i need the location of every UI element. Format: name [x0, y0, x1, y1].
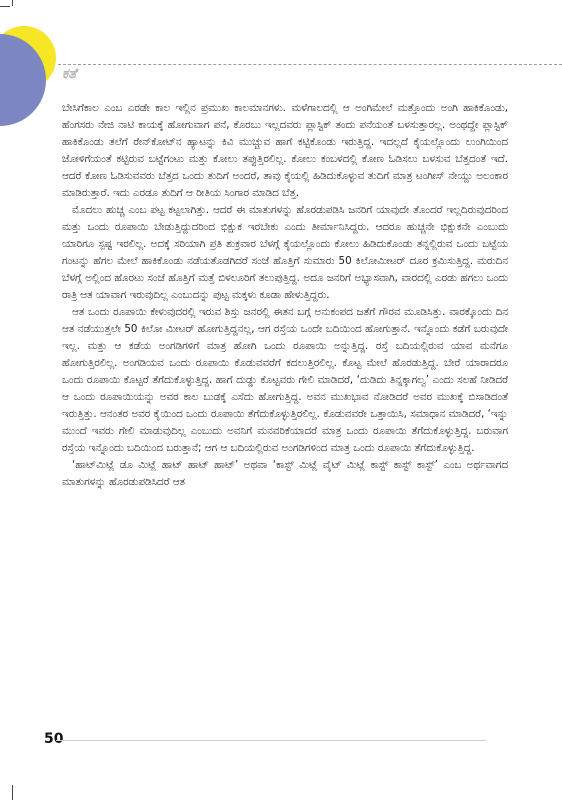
crop-mark-top — [12, 0, 13, 6]
article-body — [62, 100, 508, 491]
section-label: ಕತೆ — [62, 66, 77, 82]
paragraph-3: ಆತ ಒಂದು ರೂಪಾಯಿ ಕೇಳುವುದರಲ್ಲಿ ಇರುವ ಶಿಸ್ತು ಜನರಲ್ಲಿ ಈತನ ಬಗ್ಗೆ ಅನುಕಂಪದ ಜತೆಗೆ ಗೌರವ ಮೂಡಿಸಿತ್ತು. ವಾರಕ್ಕೊಂದು ದಿನ ಆತ ನಡೆಯುತ್ತಲೇ 50 ಕಿಲೋ ಮೀಟರ್ ಹೋಗುತ್ತಿದ್ದನಲ್ಲ, ಆಗ ರಸ್ತೆಯ ಒಂದೇ ಬದಿಯಿಂದ ಹೋಗುತ್ತಾನೆ. ಇನ್ನೊಂದು ಕಡೆಗೆ ಬರುವುದೇ ಇಲ್ಲ. ಮತ್ತು ಆ ಕಡೆಯ ಅಂಗಡಿಗಳಿಗೆ ಮಾತ್ರ ಹೋಗಿ ಒಂದು ರೂಪಾಯಿ ಅನ್ನುತ್ತಿದ್ದ. ರಸ್ತೆ ಬದಿಯಲ್ಲಿರುವ ಯಾವ ಮನೆಗೂ ಹೋಗುತ್ತಿರಲಿಲ್ಲ. ಅಂಗಡಿಯವ ಒಂದು ರೂಪಾಯಿ ಕೊಡುವವರೆಗೆ ಕದಲುತ್ತಿರಲಿಲ್ಲ. ಕೊಟ್ಟ ಮೇಲೆ ಹೊರಡುತ್ತಿದ್ದ. ಬೇರೆ ಯಾರಾದರೂ ಒಂದು ರೂಪಾಯಿ ಕೊಟ್ಟರೆ ತೆಗೆದುಕೊಳ್ಳುತ್ತಿದ್ದ. ಹಾಗೆ ದುಡ್ಡು ಕೊಟ್ಟವರು ಗೇಲಿ ಮಾಡಿದರೆ, ‘ದುಡಿದು ತಿನ್ನಕ್ಕಾಗಲ್ವ’ ಎಂದು ಸಲಹೆ ನೀಡಿದರೆ ಆ ಒಂದು ರೂಪಾಯಿಯನ್ನು ಅವರ ಕಾಲ ಬುಡಕ್ಕೆ ಎಸೆದು ಹೋಗುತ್ತಿದ್ದ. ಅವನ ಮುಖಭಾವ ನೋಡಿದರೆ ಅವರ ಮುಖಕ್ಕೆ ಬಿಸಾಡಿದಂತೆ ಇರುತ್ತಿತ್ತು. ಆನಂತರ ಅವರ ಕೈಯಿಂದ ಒಂದು ರೂಪಾಯಿ ತೆಗೆದುಕೊಳ್ಳುತ್ತಿರಲಿಲ್ಲ. ಕೊಡುವವರೇ ಒತ್ತಾಯಿಸಿ, ಸಮಾಧಾನ ಮಾಡಿದರೆ, ‘ಇನ್ನು ಮುಂದೆ ಇವರು ಗೇಲಿ ಮಾಡುವುದಿಲ್ಲ ಎಂಬುದು ಅವನಿಗೆ ಮನವರಿಕೆಯಾದರೆ ಮಾತ್ರ ಒಂದು ರೂಪಾಯಿ ತೆಗೆದುಕೊಳ್ಳುತ್ತಿದ್ದ. ಬರುವಾಗ ರಸ್ತೆಯ ಇನ್ನೊಂದು ಬದಿಯಿಂದ ಬರುತ್ತಾನೆ; ಆಗ ಆ ಬದಿಯಲ್ಲಿರುವ ಅಂಗಡಿಗಳಿಂದ ಮಾತ್ರ ಒಂದು ರೂಪಾಯಿ ತೆಗೆದುಕೊಳ್ಳುತ್ತಿದ್ದ. — [62, 306, 508, 454]
header-dashed-rule — [58, 64, 562, 65]
paragraph-2: ಮೊದಲು ಹುಚ್ಚ ಎಂಬ ಪಟ್ಟ ಕಟ್ಟಲಾಗಿತ್ತು. ಆದರೆ ಈ ಮಾತುಗಳನ್ನು ಹೊರಡುಪಡಿಸಿ ಜನರಿಗೆ ಯಾವುದೇ ತೊಂದರೆ ಇಲ್ಲದಿರುವುದರಿಂದ ಮತ್ತು ಒಂದು ರೂಪಾಯಿ ಬೇಡುತ್ತಿದ್ದುದರಿಂದ ಭಿಕ್ಷುಕ ಇರಬೇಕು ಎಂದು ತೀರ್ಮಾನಿಸಿದ್ದರು. ಆದರೂ ಹುಚ್ಚನೇ ಭಿಕ್ಷುಕನೇ ಎಂಬುದು ಯಾರಿಗೂ ಸ್ಪಷ್ಟ ಇರಲಿಲ್ಲ. ಅದಕ್ಕೆ ಸರಿಯಾಗಿ ಪ್ರತಿ ಶುಕ್ರವಾರ ಬೆಳಗ್ಗೆ ಕೈಯಲ್ಲೊಂದು ಕೋಲು ಹಿಡಿದುಕೊಂಡು ತನ್ನಲ್ಲಿರುವ ಒಂದು ಬಟ್ಟೆಯ ಗಂಟನ್ನು ಹೆಗಲ ಮೇಲೆ ಹಾಕಿಕೊಂಡು ನಡೆಯತೊಡಗಿದರೆ ಸಂಜೆ ಹೊತ್ತಿಗೆ ಸುಮಾರು 50 ಕಿಲೋಮೀಟರ್ ದೂರ ಕ್ರಮಿಸುತ್ತಿದ್ದ. ಮರುದಿನ ಬೆಳಗ್ಗೆ ಅಲ್ಲಿಂದ ಹೊರಟು ಸಂಜೆ ಹೊತ್ತಿಗೆ ಮತ್ತೆ ಬಿಳಲೂರಿಗೆ ತಲುಪುತ್ತಿದ್ದ. ಅದೂ ಜನರಿಗೆ ಅಭ್ಯಾಸವಾಗಿ, ವಾರದಲ್ಲಿ ಎರಡು ಹಗಲು ಒಂದು ರಾತ್ರಿ ಆತ ಯಾವಾಗ ಇರುವುದಿಲ್ಲ ಎಂಬುದನ್ನು ಪುಟ್ಟ ಮಕ್ಕಳು ಕೂಡಾ ಹೇಳುತ್ತಿದ್ದರು. — [62, 204, 508, 301]
crop-mark-top-left — [0, 6, 10, 7]
paragraph-4: ‘ಹಾಟ್‌ಮಿಟ್ಲೆ ಡೂ ಮಿಟ್ಲೆ ಹಾಟ್ ಹಾಟ್ ಹಾಟ್’ ಅಥವಾ ‘ಕಾಸ್ಟ್ ಮಿಟ್ಲೆ ವೈಟ್ ಮಿಟ್ಲೆ ಕಾಸ್ಟ್ ಕಾಸ್ಟ್ ಕಾಸ್ಟ್’ ಎಂಬ ಅರ್ಥವಾಗದ ಮಾತುಗಳನ್ನು ಹೊರಡುಪಡಿಸಿದರೆ ಆತ — [62, 459, 508, 488]
footer-rule — [56, 740, 486, 741]
page-number: 50 — [44, 731, 64, 747]
paragraph-1: ಬೇಸಿಗೆಕಾಲ ಎಂಬ ಎರಡೇ ಕಾಲ ಇಲ್ಲಿನ ಪ್ರಮುಖ ಕಾಲಮಾನಗಳು. ಮಳೆಗಾಲದಲ್ಲಿ ಆ ಅಂಗಿಮೇಲೆ ಮತ್ತೊಂದು ಅಂಗಿ ಹಾಕಿಕೊಂಡು, ಹೆಂಗಸರು ನೇಜಿ ನಾಟಿ ಕಾಯಕ್ಕೆ ಹೋಗುವಾಗ ಪನೆ, ಕೊರಬು ಇಲ್ಲದವರು ಪ್ಲಾಸ್ಟಿಕ್ ತಂದು ಪನೆಯಂತೆ ಬಳಸುತ್ತಾರಲ್ಲ. ಅಂಥದ್ದೇ ಪ್ಲಾಸ್ಟಿಕ್ ಹಾಕಿಕೊಂಡು ತಲೆಗೆ ರೇನ್‌ಕೋಟ್‌ನ ಹ್ಯಾಟನ್ನು ಕಿವಿ ಮುಚ್ಚುವ ಹಾಗೆ ಕಟ್ಟಿಕೊಂಡು ಇರುತ್ತಿದ್ದ. ಇದಲ್ಲದೆ ಕೈಯಲ್ಲೊಂದು ಲುಂಗಿಯಿಂದ ಜೋಳಿಗೆಯಂತೆ ಕಟ್ಟಿರುವ ಬಟ್ಟೆಗಂಟು ಮತ್ತು ಕೋಲು ತಪ್ಪುತ್ತಿರಲಿಲ್ಲ. ಕೋಲು ಕಂಬಳದಲ್ಲಿ ಕೋಣ ಓಡಿಸಲು ಬಳಸುವ ಬೆತ್ತದಂತೆ ಇದೆ. ಆದರೆ ಕೋಣ ಓಡಿಸುವವರು ಬೆತ್ತದ ಒಂದು ತುದಿಗೆ ಅಂದರೆ, ತಾವು ಕೈಯಲ್ಲಿ ಹಿಡಿದುಕೊಳ್ಳುವ ತುದಿಗೆ ಮಾತ್ರ ಟಂಗೀಸ್ ನೇಯ್ದು ಅಲಂಕಾರ ಮಾಡಿರುತ್ತಾರೆ. ಇದು ಎರಡೂ ತುದಿಗೆ ಆ ರೀತಿಯ ಸಿಂಗಾರ ಮಾಡಿದ ಬೆತ್ತ. — [62, 102, 508, 199]
crop-mark-bottom — [12, 785, 13, 800]
